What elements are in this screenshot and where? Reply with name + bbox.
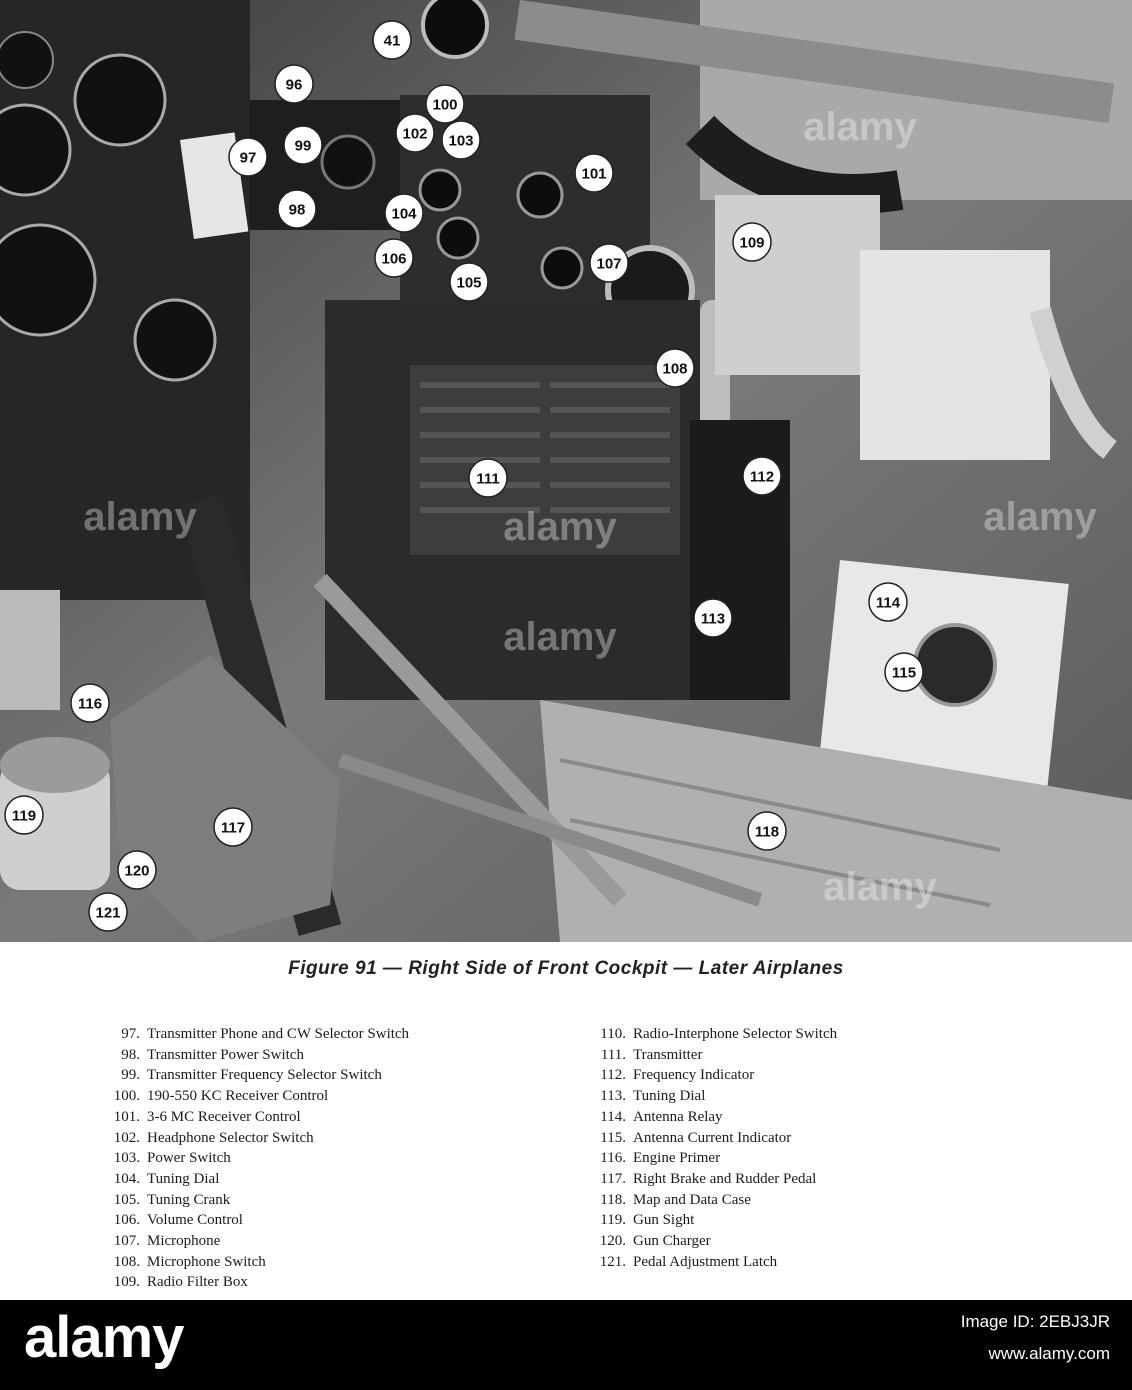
callout-108 xyxy=(656,349,694,387)
callout-97 xyxy=(229,138,267,176)
legend-item-number: 115. xyxy=(600,1129,626,1146)
watermark-text: alamy xyxy=(983,495,1097,539)
legend-item-number: 107. xyxy=(113,1233,140,1250)
callout-102 xyxy=(396,114,434,152)
legend-item xyxy=(92,1210,409,1231)
callout-label: 105 xyxy=(456,274,482,292)
legend-item-number: 104. xyxy=(113,1170,140,1187)
legend-item xyxy=(92,1045,409,1066)
legend-item-number: 118. xyxy=(600,1191,626,1208)
callout-113 xyxy=(694,599,732,637)
callout-114 xyxy=(869,583,907,621)
legend-item-text: Antenna Relay xyxy=(633,1108,723,1125)
legend-item xyxy=(92,1086,409,1107)
legend-list-right xyxy=(578,1024,837,1272)
callout-111 xyxy=(469,459,507,497)
callout-label: 116 xyxy=(77,695,103,713)
legend-item-number: 103. xyxy=(113,1150,140,1167)
legend-item-number: 100. xyxy=(113,1088,140,1105)
callout-label: 97 xyxy=(239,149,257,167)
legend-item-text: Power Switch xyxy=(147,1150,231,1167)
callout-109 xyxy=(733,223,771,261)
callout-120 xyxy=(118,851,156,889)
legend-item-number: 121. xyxy=(599,1253,626,1270)
callout-label: 115 xyxy=(891,664,917,682)
callout-96 xyxy=(275,65,313,103)
legend-item-text: Tuning Dial xyxy=(633,1088,706,1105)
legend-item xyxy=(92,1190,409,1211)
legend-item xyxy=(92,1231,409,1252)
legend-item-text: Transmitter Phone and CW Selector Switch xyxy=(147,1026,410,1042)
callout-label: 102 xyxy=(402,125,428,143)
watermark-text: alamy xyxy=(83,495,197,539)
legend-item-text: Transmitter Power Switch xyxy=(147,1046,304,1063)
callout-label: 41 xyxy=(383,32,401,50)
legend-item xyxy=(578,1045,837,1066)
callout-label: 106 xyxy=(381,250,407,268)
legend-item-text: Pedal Adjustment Latch xyxy=(633,1253,778,1270)
callout-label: 103 xyxy=(448,132,474,150)
callout-label: 96 xyxy=(285,76,303,94)
callout-label: 119 xyxy=(11,807,37,825)
legend-item-text: Right Brake and Rudder Pedal xyxy=(633,1170,817,1187)
legend-item-text: Headphone Selector Switch xyxy=(147,1129,314,1146)
callout-label: 111 xyxy=(476,470,500,488)
legend-item xyxy=(92,1024,409,1045)
legend-item-text: Radio Filter Box xyxy=(147,1274,248,1291)
callout-label: 114 xyxy=(875,594,901,612)
watermark-text: alamy xyxy=(503,615,617,659)
legend-item-number: 113. xyxy=(600,1088,626,1105)
legend-item-text: Volume Control xyxy=(147,1212,243,1229)
legend-item-number: 106. xyxy=(113,1212,140,1229)
legend-item-text: 3-6 MC Receiver Control xyxy=(147,1108,301,1125)
legend-item xyxy=(578,1107,837,1128)
legend-item-text: Microphone Switch xyxy=(147,1253,266,1270)
callout-117 xyxy=(214,808,252,846)
callout-label: 107 xyxy=(596,255,622,273)
legend-item xyxy=(578,1148,837,1169)
legend-item-number: 105. xyxy=(113,1191,140,1208)
callout-116 xyxy=(71,684,109,722)
legend-item-number: 112. xyxy=(600,1067,626,1084)
callout-104 xyxy=(385,194,423,232)
legend-item xyxy=(92,1252,409,1273)
alamy-logo[interactable]: alamy xyxy=(24,1305,184,1370)
watermark-text: alamy xyxy=(803,105,917,149)
callout-101 xyxy=(575,154,613,192)
callout-label: 104 xyxy=(391,205,417,223)
legend-item xyxy=(578,1210,837,1231)
callout-106 xyxy=(375,239,413,277)
image-id-text: Image ID: 2EBJ3JR xyxy=(960,1312,1110,1331)
legend-item xyxy=(578,1086,837,1107)
callout-105 xyxy=(450,263,488,301)
callout-label: 118 xyxy=(754,823,780,841)
callout-label: 99 xyxy=(294,137,312,155)
legend-item-number: 109. xyxy=(113,1274,140,1291)
callout-115 xyxy=(885,653,923,691)
legend-item-text: 190-550 KC Receiver Control xyxy=(147,1088,329,1105)
legend-item-number: 98. xyxy=(121,1046,140,1063)
legend-item-number: 114. xyxy=(600,1108,626,1125)
legend-item-number: 116. xyxy=(600,1150,626,1167)
legend-item xyxy=(578,1065,837,1086)
legend-item-number: 111. xyxy=(600,1046,626,1063)
legend-item-text: Antenna Current Indicator xyxy=(633,1129,792,1146)
legend-item-text: Frequency Indicator xyxy=(633,1067,755,1084)
legend-item-number: 99. xyxy=(121,1067,140,1084)
legend-item-number: 101. xyxy=(113,1108,140,1125)
callout-label: 100 xyxy=(432,96,458,114)
callout-41 xyxy=(373,21,411,59)
legend-item-number: 110. xyxy=(600,1026,626,1042)
legend-item xyxy=(578,1169,837,1190)
callout-118 xyxy=(748,812,786,850)
callout-100 xyxy=(426,85,464,123)
legend-item-text: Map and Data Case xyxy=(633,1191,751,1208)
callout-label: 113 xyxy=(700,610,726,628)
legend-item xyxy=(578,1252,837,1273)
figure-caption: Figure 91 — Right Side of Front Cockpit — Later Airplanes xyxy=(288,958,844,979)
callout-121 xyxy=(89,893,127,931)
legend-item xyxy=(92,1148,409,1169)
legend-item xyxy=(578,1128,837,1149)
legend-item-number: 108. xyxy=(113,1253,140,1270)
legend-item-number: 119. xyxy=(600,1212,626,1229)
legend-list-left xyxy=(92,1024,409,1293)
callout-label: 108 xyxy=(662,360,688,378)
legend-item-text: Transmitter xyxy=(633,1046,703,1063)
callout-103 xyxy=(442,121,480,159)
callout-99 xyxy=(284,126,322,164)
legend-item xyxy=(578,1024,837,1045)
callout-label: 117 xyxy=(220,819,246,837)
legend-item-text: Radio-Interphone Selector Switch xyxy=(633,1026,838,1042)
callout-label: 121 xyxy=(95,904,121,922)
legend-item-text: Engine Primer xyxy=(633,1150,721,1167)
legend-item-number: 120. xyxy=(599,1233,626,1250)
legend-item xyxy=(92,1065,409,1086)
callout-label: 120 xyxy=(124,862,150,880)
alamy-url-link[interactable]: www.alamy.com xyxy=(988,1344,1110,1363)
legend-item-number: 97. xyxy=(121,1026,140,1042)
callout-98 xyxy=(278,190,316,228)
legend-item xyxy=(92,1128,409,1149)
legend-item xyxy=(92,1169,409,1190)
callout-label: 101 xyxy=(581,165,607,183)
legend-item xyxy=(578,1231,837,1252)
legend-item-number: 117. xyxy=(600,1170,626,1187)
legend-item-text: Tuning Dial xyxy=(147,1170,220,1187)
callout-107 xyxy=(590,244,628,282)
legend-item-text: Microphone xyxy=(147,1233,221,1250)
legend-item-text: Transmitter Frequency Selector Switch xyxy=(147,1067,382,1084)
watermark-text: alamy xyxy=(823,865,937,909)
legend-item xyxy=(578,1190,837,1211)
legend-item xyxy=(92,1272,409,1293)
legend-item-number: 102. xyxy=(113,1129,140,1146)
callout-label: 112 xyxy=(749,468,775,486)
legend-item-text: Tuning Crank xyxy=(147,1191,231,1208)
legend-item xyxy=(92,1107,409,1128)
watermark-text: alamy xyxy=(503,505,617,549)
callout-label: 98 xyxy=(288,201,306,219)
callout-119 xyxy=(5,796,43,834)
callout-112 xyxy=(743,457,781,495)
legend-item-text: Gun Sight xyxy=(633,1212,695,1229)
callout-label: 109 xyxy=(739,234,765,252)
legend-item-text: Gun Charger xyxy=(633,1233,711,1250)
